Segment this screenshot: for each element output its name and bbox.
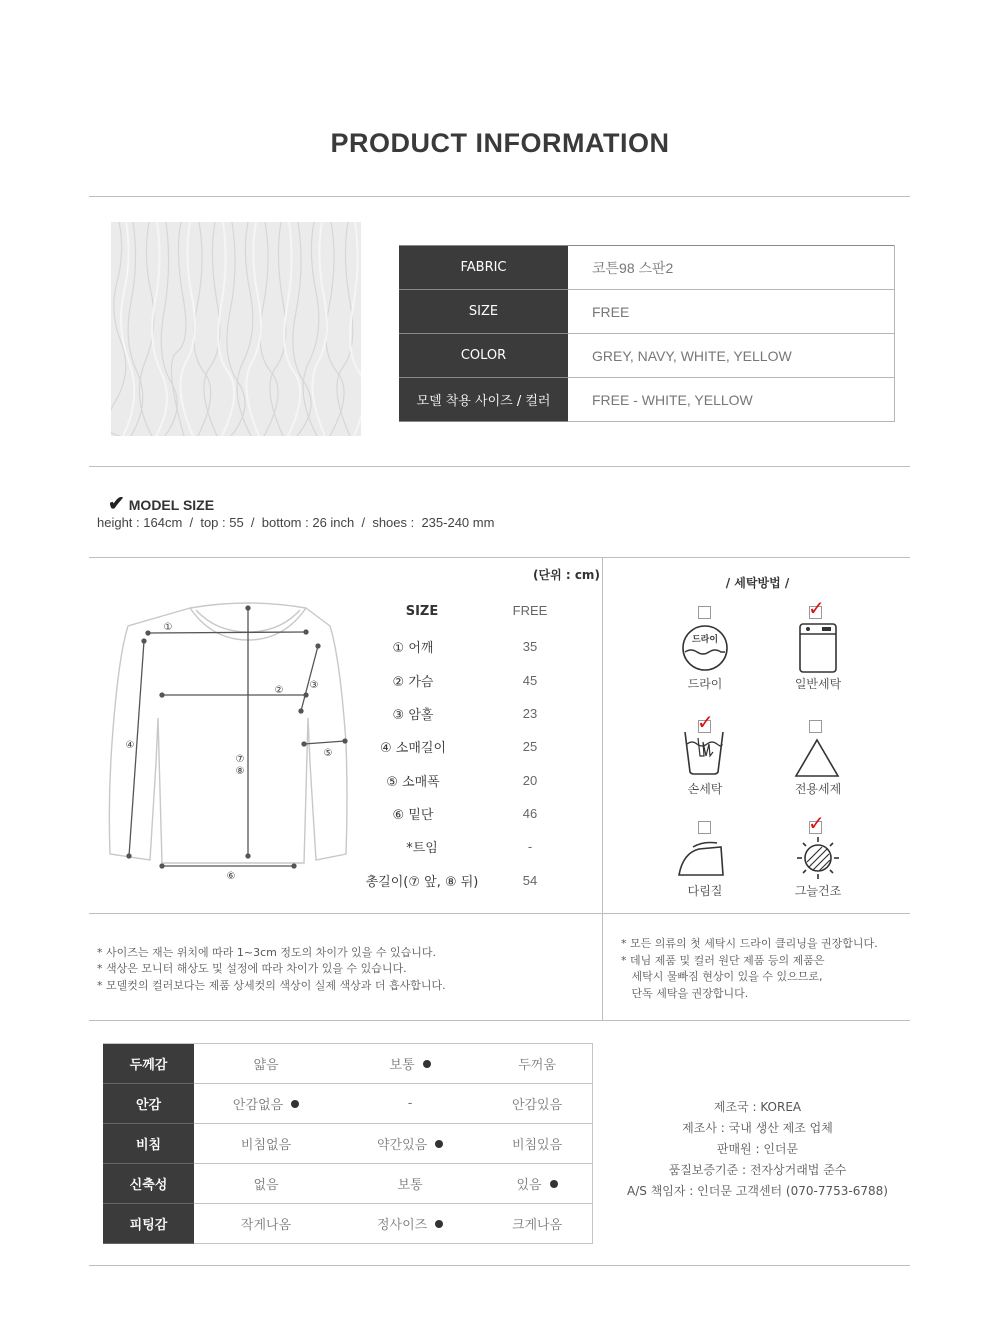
feel-option-selected <box>194 1084 338 1124</box>
size-row-label: ② 가슴 <box>392 675 434 690</box>
iron-icon <box>677 839 727 877</box>
selected-dot-icon <box>291 1100 299 1108</box>
size-header-label: SIZE <box>405 604 439 619</box>
dry-clean-icon-text: 드라이 <box>691 635 719 645</box>
size-header-value: FREE <box>512 603 548 618</box>
washing-machine-icon <box>798 622 838 674</box>
feel-row-stretch <box>103 1164 593 1204</box>
manufacturer-info <box>605 1097 910 1202</box>
diagram-marker: ① <box>163 622 173 633</box>
feel-row-sheerness <box>103 1124 593 1164</box>
feel-option <box>194 1204 338 1244</box>
maker-line: 제조국 : KOREA <box>713 1100 802 1114</box>
size-row-value: - <box>527 839 533 854</box>
feel-option-text: 보통 <box>397 1178 423 1193</box>
feel-label: 신축성 <box>103 1164 194 1204</box>
divider <box>89 1020 910 1021</box>
size-row-value: 35 <box>522 639 538 654</box>
selected-dot-icon <box>435 1140 443 1148</box>
size-row-label: ⑤ 소매폭 <box>386 775 440 790</box>
check-mark-icon: ✓ <box>808 596 825 620</box>
care-label-shade-dry: 그늘건조 <box>794 884 842 898</box>
checkmark-icon: ✔ <box>108 493 125 515</box>
feel-option-text: 크게나옴 <box>511 1218 563 1233</box>
feel-option <box>194 1124 338 1164</box>
divider <box>89 196 910 197</box>
feel-option-text: 비침있음 <box>511 1138 563 1153</box>
divider <box>89 557 910 558</box>
dry-clean-icon <box>681 624 729 672</box>
maker-line: 품질보증기준 : 전자상거래법 준수 <box>668 1163 847 1177</box>
feel-option-text: 작게나옴 <box>240 1218 292 1233</box>
feel-option <box>482 1204 592 1244</box>
feel-option-text: - <box>407 1096 413 1111</box>
note-right: * 모든 의류의 첫 세탁시 드라이 클리닝을 권장합니다. <box>621 937 878 950</box>
feel-option <box>482 1044 592 1084</box>
info-value: GREY, NAVY, WHITE, YELLOW <box>568 334 895 378</box>
selected-dot-icon <box>423 1060 431 1068</box>
feel-option-selected <box>338 1124 482 1164</box>
info-row-model <box>399 378 895 422</box>
note-right: 세탁시 물빠짐 현상이 있을 수 있으므로, <box>621 970 823 983</box>
info-row-fabric <box>399 246 895 290</box>
garment-size-diagram <box>100 598 360 883</box>
info-label: 모델 착용 사이즈 / 컬러 <box>399 378 568 422</box>
feel-option-text: 없음 <box>253 1178 279 1193</box>
feel-option-text: 안감없음 <box>232 1098 284 1113</box>
size-row-value: 46 <box>522 806 538 821</box>
page-title: PRODUCT INFORMATION <box>330 128 670 158</box>
note-right: 단독 세탁을 권장합니다. <box>621 987 749 1000</box>
product-info-table <box>399 245 895 422</box>
feel-option-text: 정사이즈 <box>376 1218 428 1233</box>
feel-option-selected <box>338 1204 482 1244</box>
info-row-size <box>399 290 895 334</box>
feel-option <box>482 1124 592 1164</box>
size-row-label: *트임 <box>406 841 438 856</box>
feel-option-text: 있음 <box>516 1178 542 1193</box>
note-left: * 사이즈는 재는 위치에 따라 1~3cm 정도의 차이가 있을 수 있습니다. <box>97 946 436 959</box>
divider <box>89 913 910 914</box>
care-title: / 세탁방법 / <box>725 576 790 590</box>
care-checkbox-dry <box>698 606 711 619</box>
diagram-marker: ⑧ <box>235 766 245 777</box>
diagram-marker: ⑦ <box>235 754 245 765</box>
size-row-value: 25 <box>522 739 538 754</box>
divider <box>89 1265 910 1266</box>
feel-row-fit <box>103 1204 593 1244</box>
info-label: SIZE <box>399 290 568 334</box>
check-mark-icon: ✓ <box>697 710 714 734</box>
maker-line: A/S 책임자 : 인더문 고객센터 (070-7753-6788) <box>627 1184 888 1198</box>
diagram-marker: ⑤ <box>323 748 333 759</box>
diagram-marker: ⑥ <box>226 871 236 882</box>
info-value: 코튼98 스판2 <box>568 246 895 290</box>
feel-option-text: 안감있음 <box>511 1098 563 1113</box>
selected-dot-icon <box>435 1220 443 1228</box>
diagram-marker: ③ <box>309 680 319 691</box>
diagram-marker: ② <box>274 685 284 696</box>
feel-row-thickness <box>103 1044 593 1084</box>
size-row-value: 45 <box>522 673 538 688</box>
size-row-label: ① 어깨 <box>392 641 434 656</box>
care-label-machine-wash: 일반세탁 <box>794 677 842 691</box>
feel-option-text: 두꺼움 <box>518 1058 556 1073</box>
feel-option <box>338 1084 482 1124</box>
feel-label: 비침 <box>103 1124 194 1164</box>
care-checkbox-detergent <box>809 720 822 733</box>
unit-label: (단위 : cm) <box>533 568 600 582</box>
model-size-heading <box>108 491 214 516</box>
check-mark-icon: ✓ <box>808 811 825 835</box>
care-label-dry: 드라이 <box>687 677 723 691</box>
feel-row-lining <box>103 1084 593 1124</box>
feel-option-selected <box>338 1044 482 1084</box>
note-left: * 모델컷의 컬러보다는 제품 상세컷의 색상이 실제 색상과 더 흡사합니다. <box>97 979 446 992</box>
size-row-label: ③ 암홀 <box>392 708 434 723</box>
info-value: FREE <box>568 290 895 334</box>
model-size-details: height : 164cm / top : 55 / bottom : 26 inch / shoes : 235-240 mm <box>97 515 495 530</box>
size-row-value: 20 <box>522 773 538 788</box>
model-size-heading-text: MODEL SIZE <box>128 497 215 513</box>
shade-dry-icon <box>795 836 841 880</box>
care-label-hand-wash: 손세탁 <box>687 782 723 796</box>
hand-wash-icon <box>682 730 726 776</box>
feel-option-text: 보통 <box>389 1058 415 1073</box>
info-value: FREE - WHITE, YELLOW <box>568 378 895 422</box>
size-row-label: ④ 소매길이 <box>379 741 447 756</box>
care-label-iron: 다림질 <box>687 884 723 898</box>
note-left: * 색상은 모니터 해상도 및 설정에 따라 차이가 있을 수 있습니다. <box>97 962 407 975</box>
feel-option-text: 약간있음 <box>376 1138 428 1153</box>
size-row-value: 54 <box>522 873 538 888</box>
selected-dot-icon <box>550 1180 558 1188</box>
feel-option-selected <box>482 1164 592 1204</box>
feel-option <box>482 1084 592 1124</box>
diagram-marker: ④ <box>125 740 135 751</box>
care-checkbox-iron <box>698 821 711 834</box>
divider <box>89 466 910 467</box>
info-row-color <box>399 334 895 378</box>
feel-label: 두께감 <box>103 1044 194 1084</box>
maker-line: 판매원 : 인더문 <box>716 1142 799 1156</box>
info-label: FABRIC <box>399 246 568 290</box>
feel-option <box>194 1164 338 1204</box>
feel-option <box>194 1044 338 1084</box>
feel-option <box>338 1164 482 1204</box>
note-right: * 데님 제품 및 컬러 원단 제품 등의 제품은 <box>621 954 825 967</box>
care-label-detergent: 전용세제 <box>794 782 842 796</box>
size-row-label: 총길이(⑦ 앞, ⑧ 뒤) <box>365 875 479 890</box>
detergent-icon <box>794 738 840 778</box>
size-row-label: ⑥ 밑단 <box>392 808 434 823</box>
fabric-feel-table <box>103 1043 593 1244</box>
fabric-swatch-image <box>111 222 361 436</box>
size-row-value: 23 <box>522 706 538 721</box>
feel-option-text: 얇음 <box>253 1058 279 1073</box>
info-label: COLOR <box>399 334 568 378</box>
feel-option-text: 비침없음 <box>240 1138 292 1153</box>
vertical-divider <box>602 558 603 1021</box>
feel-label: 피팅감 <box>103 1204 194 1244</box>
maker-line: 제조사 : 국내 생산 제조 업체 <box>682 1121 833 1135</box>
feel-label: 안감 <box>103 1084 194 1124</box>
